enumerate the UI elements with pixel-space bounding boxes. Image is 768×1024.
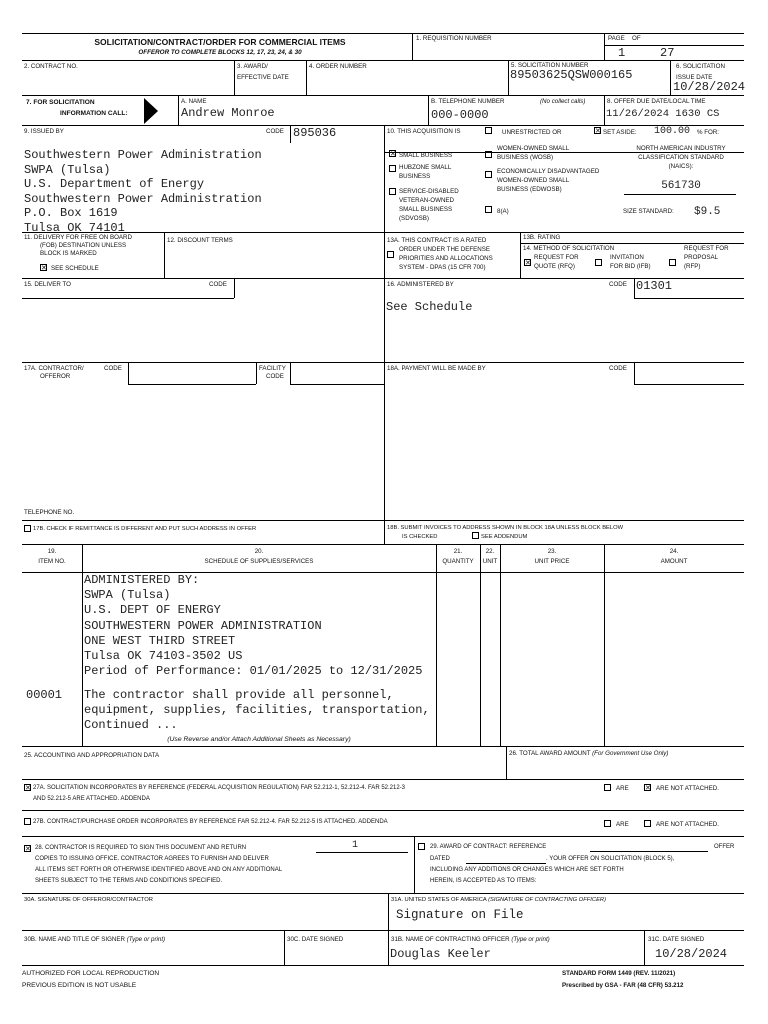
contracting-officer-label: 31B. NAME OF CONTRACTING OFFICER (Type or print): [391, 936, 550, 943]
edwosb-label-1: ECONOMICALLY DISADVANTAGED: [497, 168, 600, 175]
issued-code-label: CODE: [266, 128, 284, 135]
solicitation-number-label: 5. SOLICITATION NUMBER: [511, 62, 589, 69]
hubzone-checkbox[interactable]: [389, 165, 396, 172]
address-line: Southwestern Power Administration: [24, 148, 262, 162]
27b-are-label: ARE: [616, 821, 629, 828]
order-number-label: 4. ORDER NUMBER: [309, 63, 367, 70]
delivery-label-3: BLOCK IS MARKED: [40, 250, 97, 257]
col-item-no-num: 19.: [47, 548, 57, 555]
co-date-label: 31C. DATE SIGNED: [648, 936, 705, 943]
remittance-label: 17B. CHECK IF REMITTANCE IS DIFFERENT AND PUT SUCH ADDRESS IN OFFER: [33, 526, 257, 532]
copies-count[interactable]: 1: [352, 840, 359, 851]
issued-by-address: [24, 148, 262, 235]
form-subtitle: OFFEROR TO COMPLETE BLOCKS 12, 17, 23, 24, & 30: [138, 49, 302, 56]
rated-label-3: PRIORITIES AND ALLOCATIONS: [399, 255, 493, 262]
contractor-code-label: CODE: [104, 365, 122, 372]
issue-date-label-2: ISSUE DATE: [676, 74, 713, 81]
27b-text: 27B. CONTRACT/PURCHASE ORDER INCORPORATES BY REFERENCE FAR 52.212-4. FAR 52.212-5 IS ATTACHED. ADDENDA: [33, 819, 388, 825]
issued-by-label: 9. ISSUED BY: [24, 128, 64, 135]
27b-checkbox[interactable]: [24, 818, 31, 825]
admin-code-label: CODE: [609, 281, 627, 288]
deliver-code-label: CODE: [209, 281, 227, 288]
solicitation-number[interactable]: 89503625QSW000165: [510, 68, 633, 82]
page-number: 1: [618, 46, 626, 60]
discount-terms-label: 12. DISCOUNT TERMS: [167, 237, 233, 244]
sdvosb-label-2: VETERAN-OWNED: [399, 197, 455, 204]
27a-are-label: ARE: [616, 785, 629, 792]
naics-label-2: CLASSIFICATION STANDARD: [638, 154, 724, 161]
ifb-label-1: INVITATION: [610, 254, 644, 261]
signature-offeror-label: 30A. SIGNATURE OF OFFEROR/CONTRACTOR: [24, 897, 153, 903]
schedule-line: ONE WEST THIRD STREET: [84, 633, 236, 648]
address-line: SWPA (Tulsa): [24, 162, 111, 177]
item-description: [84, 688, 430, 734]
address-line: Southwestern Power Administration: [24, 191, 262, 206]
deliver-to-label: 15. DELIVER TO: [24, 281, 71, 288]
rfq-label-1: REQUEST FOR: [534, 254, 579, 261]
small-business-checkbox[interactable]: ✕: [390, 150, 396, 158]
method-label: 14. METHOD OF SOLICITATION: [523, 245, 615, 252]
sdvosb-label-3: SMALL BUSINESS: [399, 206, 453, 213]
edwosb-label-3: BUSINESS (EDWOSB): [497, 186, 562, 193]
rated-label-4: SYSTEM - DPAS (15 CFR 700): [399, 264, 486, 271]
set-aside-percent[interactable]: 100.00: [654, 126, 691, 137]
form-title: SOLICITATION/CONTRACT/ORDER FOR COMMERCIAL ITEMS: [94, 37, 346, 47]
29-text-4: HEREIN, IS ACCEPTED AS TO ITEMS:: [430, 878, 537, 884]
small-business-label: SMALL BUSINESS: [399, 152, 453, 159]
edwosb-label-2: WOMEN-OWNED SMALL: [497, 177, 570, 184]
arrow-right-icon: [144, 98, 158, 124]
contracting-officer-name: Douglas Keeler: [390, 947, 491, 961]
signer-name-label: 30B. NAME AND TITLE OF SIGNER (Type or print): [24, 936, 166, 943]
sdvosb-label-1: SERVICE-DISABLED: [399, 188, 459, 195]
see-addendum-checkbox[interactable]: [472, 532, 479, 539]
no-collect-label: (No collect calls): [540, 98, 586, 105]
effective-date-label: EFFECTIVE DATE: [237, 74, 289, 81]
27a-text-2: AND 52.212-5 ARE ATTACHED. ADDENDA: [33, 796, 150, 802]
29-text-3: INCLUDING ANY ADDITIONS OR CHANGES WHICH ARE SET FORTH: [430, 867, 624, 873]
offer-due-date[interactable]: 11/26/2024 1630 CS: [606, 108, 720, 120]
see-addendum-label: SEE ADDENDUM: [481, 534, 528, 540]
col-quantity-num: 21.: [453, 548, 463, 555]
name-label: A. NAME: [181, 98, 207, 105]
remittance-checkbox[interactable]: [24, 525, 31, 532]
rfp-checkbox[interactable]: [669, 259, 676, 266]
col-unit-price: UNIT PRICE: [534, 558, 570, 565]
award-label: 3. AWARD/: [237, 63, 268, 70]
offer-due-label: 8. OFFER DUE DATE/LOCAL TIME: [607, 98, 706, 105]
address-line: Tulsa OK 74101: [24, 220, 125, 235]
unrestricted-label: UNRESTRICTED OR: [502, 129, 562, 136]
col-schedule-num: 20.: [254, 548, 264, 555]
wosb-checkbox[interactable]: [485, 151, 492, 158]
sdvosb-checkbox[interactable]: [389, 188, 396, 195]
col-schedule: SCHEDULE OF SUPPLIES/SERVICES: [204, 558, 314, 565]
issue-date[interactable]: 10/28/2024: [673, 80, 746, 94]
eight-a-checkbox[interactable]: [485, 206, 492, 213]
rfp-label-2: PROPOSAL: [684, 254, 719, 261]
of-label: OF: [632, 35, 641, 42]
item-line: equipment, supplies, facilities, transportation,: [84, 703, 430, 718]
ifb-checkbox[interactable]: [595, 259, 602, 266]
rated-order-checkbox[interactable]: [387, 251, 394, 258]
schedule-line: SOUTHWESTERN POWER ADMINISTRATION: [84, 618, 322, 633]
item-line: The contractor shall provide all personnel,: [84, 688, 394, 702]
29-checkbox[interactable]: [418, 843, 425, 850]
col-amount: AMOUNT: [660, 558, 688, 565]
27a-are-not-checkbox[interactable]: ✕: [645, 784, 651, 792]
signature-on-file: Signature on File: [396, 908, 524, 922]
admin-text: See Schedule: [386, 300, 473, 314]
item-line: Continued ...: [84, 718, 178, 733]
facility-label-2: CODE: [266, 373, 284, 380]
address-line: U.S. Department of Energy: [24, 177, 205, 191]
total-award-label: 26. TOTAL AWARD AMOUNT (For Government Use Only): [509, 750, 669, 757]
28-text-4: SHEETS SUBJECT TO THE TERMS AND CONDITIONS SPECIFIED.: [35, 878, 223, 884]
delivery-label-2: (FOB) DESTINATION UNLESS: [40, 242, 127, 249]
col-unit-num: 22.: [485, 548, 495, 555]
footer-left-2: PREVIOUS EDITION IS NOT USABLE: [22, 982, 137, 989]
29-dated-label: DATED: [430, 856, 450, 862]
telephone-label: B. TELEPHONE NUMBER: [431, 98, 505, 105]
delivery-label-1: 11. DELIVERY FOR FREE ON BOARD: [24, 234, 132, 241]
col-unit: UNIT: [482, 558, 498, 565]
27b-are-not-checkbox[interactable]: [644, 820, 651, 827]
page-label: PAGE: [608, 35, 625, 42]
rfp-label-3: (RFP): [684, 263, 701, 270]
date-signed-label: 30C. DATE SIGNED: [287, 936, 344, 943]
usa-label: 31A. UNITED STATES OF AMERICA (SIGNATURE OF CONTRACTING OFFICER): [391, 897, 607, 903]
invoice-label-1: 18B. SUBMIT INVOICES TO ADDRESS SHOWN IN BLOCK 18A UNLESS BLOCK BELOW: [387, 525, 624, 531]
payment-label: 18A. PAYMENT WILL BE MADE BY: [387, 365, 486, 372]
size-standard[interactable]: $9.5: [694, 206, 721, 218]
schedule-line: U.S. DEPT OF ENERGY: [84, 603, 221, 618]
col-quantity: QUANTITY: [442, 558, 474, 565]
schedule-line: SWPA (Tulsa): [84, 588, 171, 603]
sdvosb-label-4: (SDVOSB): [399, 215, 429, 222]
contact-name[interactable]: Andrew Monroe: [181, 106, 275, 120]
rfp-label-1: REQUEST FOR: [684, 245, 729, 252]
rated-label-2: ORDER UNDER THE DEFENSE: [399, 246, 490, 253]
admin-code[interactable]: 01301: [636, 279, 673, 293]
naics-code[interactable]: 561730: [661, 180, 701, 192]
address-line: P.O. Box 1619: [24, 206, 118, 220]
percent-for-label: % FOR:: [697, 129, 720, 136]
schedule-admin-block: [84, 573, 422, 679]
contract-no-label: 2. CONTRACT NO.: [24, 63, 78, 70]
29-text-1: 29. AWARD OF CONTRACT: REFERENCE: [430, 844, 547, 850]
footer-left-1: AUTHORIZED FOR LOCAL REPRODUCTION: [22, 970, 160, 977]
wosb-label-2: BUSINESS (WOSB): [497, 154, 554, 161]
28-checkbox[interactable]: ✕: [25, 845, 31, 853]
hubzone-label-1: HUBZONE SMALL: [399, 164, 452, 171]
27a-checkbox[interactable]: ✕: [25, 784, 31, 792]
co-date-signed: 10/28/2024: [655, 947, 728, 961]
page-total: 27: [660, 46, 675, 60]
contractor-label-2: OFFEROR: [40, 373, 71, 380]
schedule-line: Tulsa OK 74103-3502 US: [84, 649, 243, 664]
29-offer-label: OFFER: [714, 844, 735, 850]
telephone-no-label: TELEPHONE NO.: [24, 509, 75, 516]
rating-label: 13B. RATING: [523, 234, 561, 241]
28-text-1: 28. CONTRACTOR IS REQUIRED TO SIGN THIS DOCUMENT AND RETURN: [35, 845, 247, 851]
27b-are-checkbox[interactable]: [604, 820, 611, 827]
27b-are-not-label: ARE NOT ATTACHED.: [656, 821, 719, 828]
invoice-label-2: IS CHECKED: [402, 534, 438, 540]
see-schedule-label: SEE SCHEDULE: [51, 265, 99, 272]
call-label-2: INFORMATION CALL:: [60, 110, 128, 117]
schedule-line: Period of Performance: 01/01/2025 to 12/31/2025: [84, 664, 423, 679]
item-number: 00001: [26, 688, 63, 702]
27a-are-checkbox[interactable]: [604, 784, 611, 791]
unrestricted-checkbox[interactable]: [485, 127, 492, 134]
see-schedule-checkbox[interactable]: ✕: [41, 264, 47, 272]
requisition-number-label: 1. REQUISITION NUMBER: [416, 35, 492, 42]
27a-text-1: 27A. SOLICITATION INCORPORATES BY REFERENCE (FEDERAL ACQUISITION REGULATION) FAR 52.212-1, 52.212-4. FAR 52.212-3: [33, 785, 405, 791]
hubzone-label-2: BUSINESS: [399, 173, 431, 180]
29-text-2: . YOUR OFFER ON SOLICITATION (BLOCK 5),: [546, 856, 675, 862]
naics-label-1: NORTH AMERICAN INDUSTRY: [636, 145, 726, 152]
ifb-label-2: FOR BID (IFB): [610, 263, 651, 270]
set-aside-label: SET ASIDE:: [603, 129, 637, 136]
size-standard-label: SIZE STANDARD:: [623, 208, 674, 215]
administered-by-label: 16. ADMINISTERED BY: [387, 281, 454, 288]
eight-a-label: 8(A): [497, 208, 509, 215]
accounting-label: 25. ACCOUNTING AND APPROPRIATION DATA: [24, 752, 160, 759]
issue-date-label-1: 6. SOLICITATION: [676, 63, 725, 70]
footer-right-2: Prescribed by GSA - FAR (48 CFR) 53.212: [562, 982, 684, 989]
col-amount-num: 24.: [669, 548, 679, 555]
telephone-number[interactable]: 000-0000: [431, 108, 489, 122]
rfq-label-2: QUOTE (RFQ): [534, 263, 575, 270]
col-unit-price-num: 23.: [547, 548, 557, 555]
rfq-checkbox[interactable]: ✕: [525, 259, 531, 267]
footer-right-1: STANDARD FORM 1449 (REV. 11/2021): [562, 970, 676, 977]
edwosb-checkbox[interactable]: [485, 171, 492, 178]
rated-label-1: 13A. THIS CONTRACT IS A RATED: [387, 237, 487, 244]
set-aside-checkbox[interactable]: ✕: [595, 127, 601, 135]
payment-code-label: CODE: [609, 365, 627, 372]
wosb-label-1: WOMEN-OWNED SMALL: [497, 145, 570, 152]
col-item-no: ITEM NO.: [38, 558, 66, 565]
issued-code[interactable]: 895036: [293, 126, 337, 140]
facility-label-1: FACILITY: [259, 365, 286, 372]
27a-are-not-label: ARE NOT ATTACHED.: [656, 785, 719, 792]
contractor-label-1: 17A. CONTRACTOR/: [24, 365, 84, 372]
28-text-2: COPIES TO ISSUING OFFICE. CONTRACTOR AGREES TO FURNISH AND DELIVER: [35, 856, 269, 862]
schedule-line: ADMINISTERED BY:: [84, 573, 200, 587]
call-label-1: 7. FOR SOLICITATION: [26, 99, 95, 106]
naics-label-3: (NAICS):: [668, 163, 694, 170]
schedule-footer-note: (Use Reverse and/or Attach Additional Sheets as Necessary): [167, 736, 351, 743]
acquisition-label: 10. THIS ACQUISITION IS: [387, 128, 461, 135]
28-text-3: ALL ITEMS SET FORTH OR OTHERWISE IDENTIFIED ABOVE AND ON ANY ADDITIONAL: [35, 867, 283, 873]
